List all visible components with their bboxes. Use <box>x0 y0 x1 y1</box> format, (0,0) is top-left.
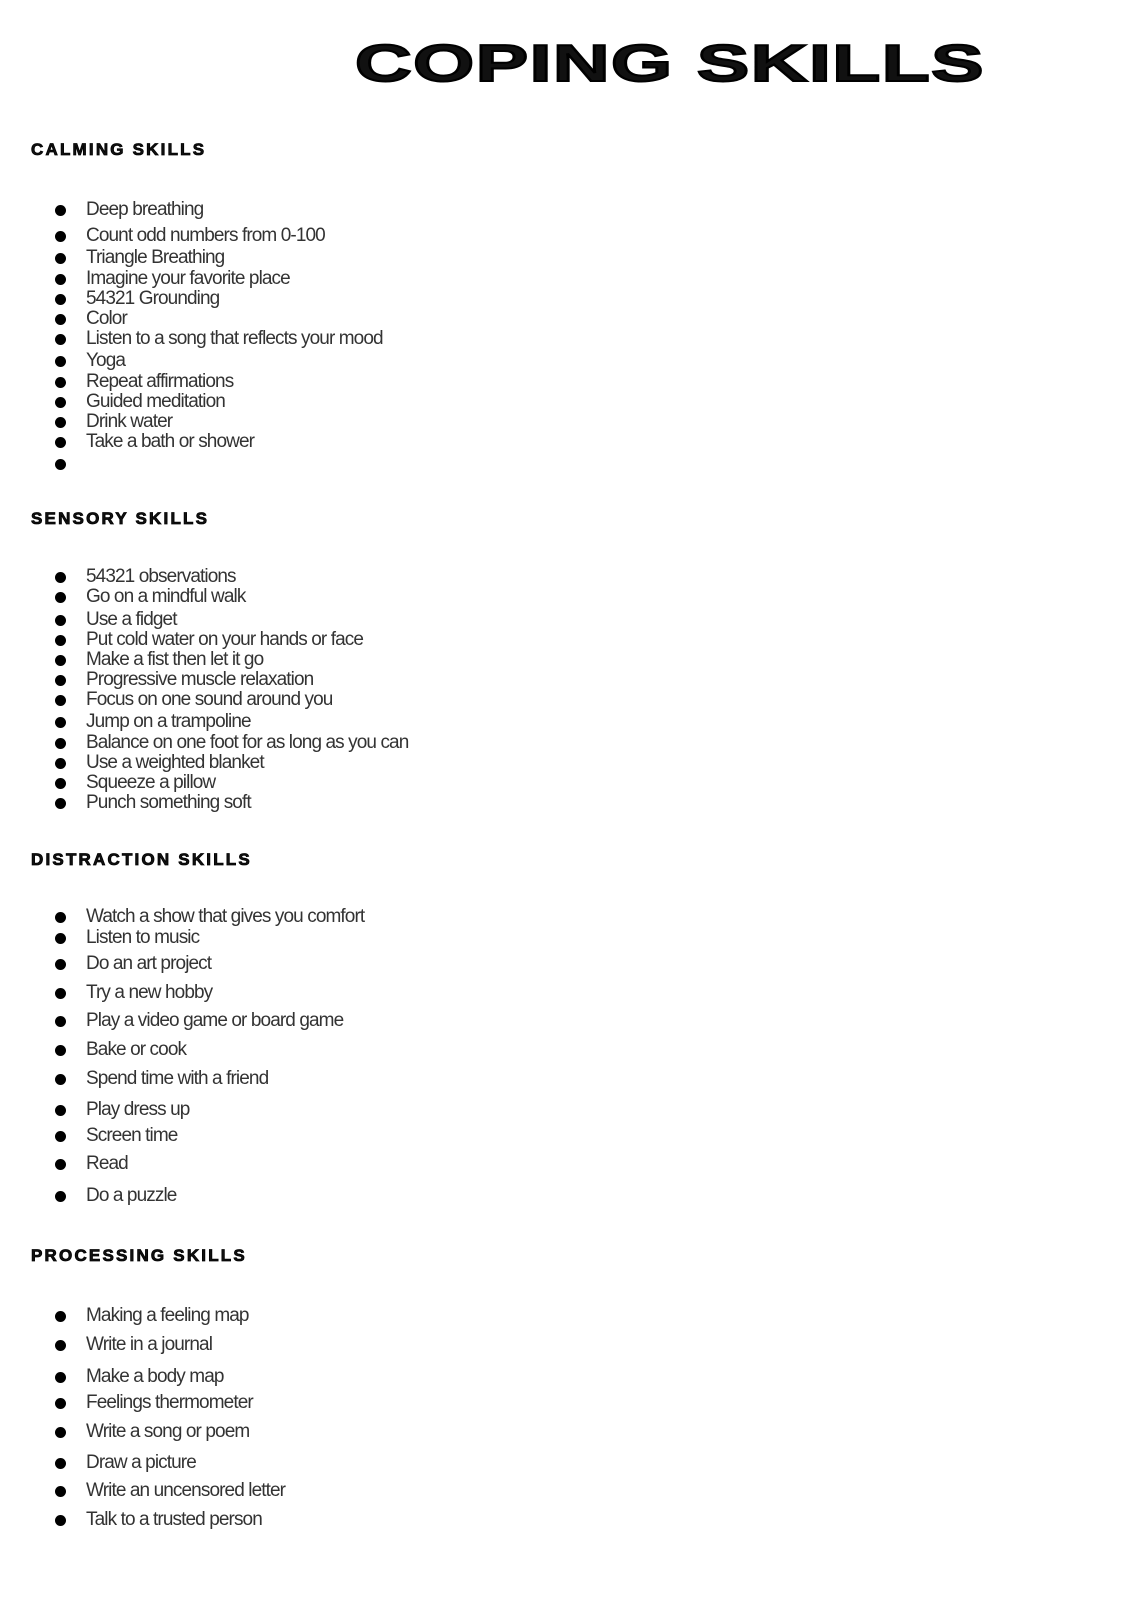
list-item-label: Punch something soft <box>86 792 251 813</box>
list-item <box>55 1480 286 1502</box>
bullet-icon <box>55 1131 66 1142</box>
list-item <box>55 732 409 754</box>
bullet-icon <box>55 334 66 345</box>
list-item <box>55 391 225 413</box>
list-item-label: Guided meditation <box>86 391 225 412</box>
list-item-label: Go on a mindful walk <box>86 586 246 607</box>
list-item-label: Write an uncensored letter <box>86 1480 286 1501</box>
list-item-label: Imagine your favorite place <box>86 268 290 289</box>
section-heading: DISTRACTION SKILLS <box>31 850 252 869</box>
bullet-icon <box>55 1311 66 1322</box>
list-item <box>55 649 264 671</box>
list-item <box>55 328 383 350</box>
list-item <box>55 586 246 608</box>
bullet-icon <box>55 572 66 583</box>
list-item-label: Draw a picture <box>86 1452 196 1473</box>
list-item <box>55 689 333 711</box>
list-item <box>55 1099 190 1121</box>
list-item <box>55 1125 178 1147</box>
list-item-label: Try a new hobby <box>86 982 213 1003</box>
list-item-label: Watch a show that gives you comfort <box>86 906 365 927</box>
list-item <box>55 288 220 310</box>
list-item <box>55 1392 253 1414</box>
list-item-label: 54321 Grounding <box>86 288 220 309</box>
list-item <box>55 629 364 651</box>
list-item <box>55 308 127 330</box>
bullet-icon <box>55 253 66 264</box>
list-item-label: Use a weighted blanket <box>86 752 264 773</box>
bullet-icon <box>55 1515 66 1526</box>
list-item <box>55 350 126 372</box>
bullet-icon <box>55 778 66 789</box>
bullet-icon <box>55 314 66 325</box>
list-item <box>55 371 234 393</box>
list-item <box>55 669 314 691</box>
bullet-icon <box>55 1074 66 1085</box>
list-item-label: Do a puzzle <box>86 1185 177 1206</box>
bullet-icon <box>55 417 66 428</box>
list-item-label: Making a feeling map <box>86 1305 249 1326</box>
list-item <box>55 1452 196 1474</box>
list-item-label: Do an art project <box>86 953 212 974</box>
list-item-label: Triangle Breathing <box>86 247 225 268</box>
bullet-icon <box>55 1427 66 1438</box>
list-item-label: Listen to a song that reflects your mood <box>86 328 383 349</box>
section-heading: SENSORY SKILLS <box>31 509 210 528</box>
bullet-icon <box>55 397 66 408</box>
list-item <box>55 1509 262 1531</box>
bullet-icon <box>55 1016 66 1027</box>
list-item <box>55 752 264 774</box>
list-item-label: Focus on one sound around you <box>86 689 333 710</box>
list-item <box>55 411 173 433</box>
list-item-label: Deep breathing <box>86 199 204 220</box>
bullet-icon <box>55 1340 66 1351</box>
bullet-icon <box>55 675 66 686</box>
bullet-icon <box>55 231 66 242</box>
bullet-icon <box>55 377 66 388</box>
list-item <box>55 711 251 733</box>
bullet-icon <box>55 437 66 448</box>
bullet-icon <box>55 738 66 749</box>
list-item-label: Write a song or poem <box>86 1421 250 1442</box>
list-item <box>55 1366 224 1388</box>
list-item-label: Bake or cook <box>86 1039 187 1060</box>
list-item <box>55 1185 177 1207</box>
list-item <box>55 1010 344 1032</box>
list-item-label: Progressive muscle relaxation <box>86 669 314 690</box>
list-item-label: Feelings thermometer <box>86 1392 253 1413</box>
bullet-icon <box>55 959 66 970</box>
bullet-icon <box>55 1191 66 1202</box>
bullet-icon <box>55 1398 66 1409</box>
page-title: COPING SKILLS <box>355 35 985 93</box>
list-item-label: Spend time with a friend <box>86 1068 269 1089</box>
bullet-icon <box>55 1159 66 1170</box>
section-heading: PROCESSING SKILLS <box>31 1246 247 1265</box>
list-item-label: Talk to a trusted person <box>86 1509 262 1530</box>
list-item <box>55 772 216 794</box>
bullet-icon <box>55 1372 66 1383</box>
list-item <box>55 982 213 1004</box>
bullet-icon <box>55 294 66 305</box>
bullet-icon <box>55 758 66 769</box>
list-item-label: Read <box>86 1153 128 1174</box>
bullet-icon <box>55 592 66 603</box>
list-item <box>55 453 66 475</box>
list-item <box>55 268 290 290</box>
bullet-icon <box>55 1105 66 1116</box>
list-item <box>55 225 325 247</box>
list-item <box>55 247 225 269</box>
bullet-icon <box>55 1486 66 1497</box>
list-item-label: Listen to music <box>86 927 200 948</box>
list-item-label: Yoga <box>86 350 126 371</box>
list-item <box>55 1421 250 1443</box>
bullet-icon <box>55 933 66 944</box>
list-item <box>55 927 200 949</box>
list-item-label: Play a video game or board game <box>86 1010 344 1031</box>
bullet-icon <box>55 798 66 809</box>
bullet-icon <box>55 717 66 728</box>
list-item <box>55 1039 187 1061</box>
bullet-icon <box>55 655 66 666</box>
list-item <box>55 566 236 588</box>
list-item <box>55 1153 128 1175</box>
section-heading: CALMING SKILLS <box>31 140 207 159</box>
bullet-icon <box>55 274 66 285</box>
bullet-icon <box>55 695 66 706</box>
bullet-icon <box>55 635 66 646</box>
list-item <box>55 431 255 453</box>
list-item-label: Use a fidget <box>86 609 177 630</box>
bullet-icon <box>55 988 66 999</box>
list-item-label: 54321 observations <box>86 566 236 587</box>
list-item <box>55 953 212 975</box>
list-item-label: Screen time <box>86 1125 178 1146</box>
list-item-label: Write in a journal <box>86 1334 213 1355</box>
list-item-label: Count odd numbers from 0-100 <box>86 225 325 246</box>
list-item-label: Put cold water on your hands or face <box>86 629 364 650</box>
list-item-label: Squeeze a pillow <box>86 772 216 793</box>
bullet-icon <box>55 356 66 367</box>
list-item-label: Make a body map <box>86 1366 224 1387</box>
bullet-icon <box>55 1458 66 1469</box>
list-item <box>55 792 251 814</box>
list-item-label: Play dress up <box>86 1099 190 1120</box>
list-item-label: Take a bath or shower <box>86 431 255 452</box>
bullet-icon <box>55 1045 66 1056</box>
list-item <box>55 609 177 631</box>
list-item <box>55 1334 213 1356</box>
bullet-icon <box>55 615 66 626</box>
list-item-label: Make a fist then let it go <box>86 649 264 670</box>
bullet-icon <box>55 205 66 216</box>
list-item-label: Jump on a trampoline <box>86 711 251 732</box>
list-item <box>55 199 204 221</box>
list-item <box>55 906 365 928</box>
list-item-label: Color <box>86 308 127 329</box>
list-item-label: Repeat affirmations <box>86 371 234 392</box>
bullet-icon <box>55 459 66 470</box>
list-item-label: Balance on one foot for as long as you can <box>86 732 409 753</box>
list-item-label: Drink water <box>86 411 173 432</box>
list-item <box>55 1068 269 1090</box>
bullet-icon <box>55 912 66 923</box>
list-item <box>55 1305 249 1327</box>
